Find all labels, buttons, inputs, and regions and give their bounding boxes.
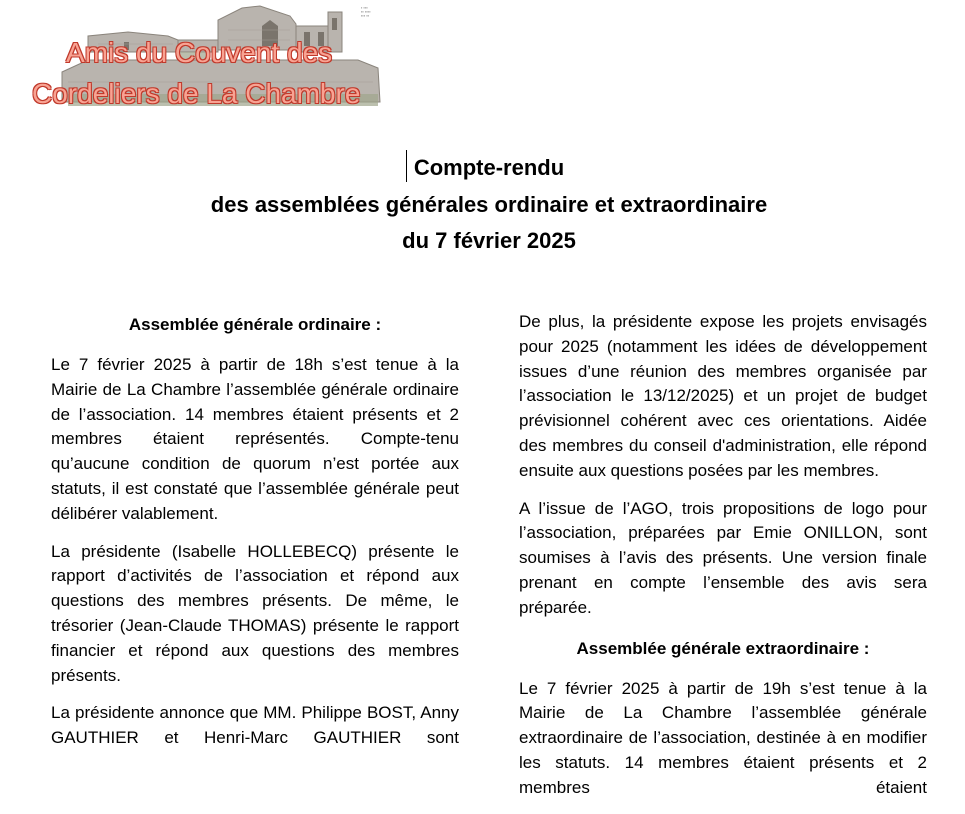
paragraph: De plus, la présidente expose les projets envisagés pour 2025 (notamment les idées de développement issues d’une réunion des membres organisée par l’association le 13/12/2025) et un projet de budget prévisionnel cohérent avec ces orientations. Aidée des membres du conseil d'administration, elle répond ensuite aux questions posées par les membres. [519, 312, 927, 480]
association-logo [28, 2, 400, 110]
paragraph: A l’issue de l’AGO, trois propositions de logo pour l’association, préparées par Emie ONILLON, sont soumises à l’avis des présents. Une version finale prenant en compte l’ensemble des avis sera préparée. [519, 498, 927, 617]
document-title [0, 150, 965, 260]
title-line-2: des assemblées générales ordinaire et extraordinaire [210, 191, 768, 217]
paragraph: La présidente annonce que MM. Philippe BOST, Anny GAUTHIER et Henri-Marc GAUTHIER sont [51, 703, 459, 748]
paragraph: Le 7 février 2025 à partir de 19h s’est tenue à la Mairie de La Chambre l’assemblée générale extraordinaire de l’association, destinée à en modifier les statuts. 14 membres étaient présents et 2 membres étaient [519, 678, 927, 797]
left-column [51, 310, 459, 764]
title-line-3: du 7 février 2025 [402, 228, 576, 253]
section-heading-extraordinary: Assemblée générale extraordinaire : [576, 638, 870, 658]
paragraph: La présidente (Isabelle HOLLEBECQ) présente le rapport d’activités de l’association et répond aux questions des membres présents. De même, le trésorier (Jean-Claude THOMAS) présente le rapport financier et répond aux questions des membres présents. [51, 541, 459, 685]
logo-title-line-2: Cordeliers de La Chambre [32, 78, 361, 109]
paragraph: Le 7 février 2025 à partir de 18h s’est tenue à la Mairie de La Chambre l’assemblée générale ordinaire de l’association. 14 membres étaient présents et 2 membres étaient représentés. Compte-tenu qu’aucune condition de quorum n’est portée aux statuts, il est constaté que l’assemblée générale peut délibérer valablement. [51, 355, 459, 523]
logo-title-line-1: Amis du Couvent des [66, 37, 333, 68]
title-line-1: Compte-rendu [413, 155, 565, 180]
section-heading-ordinary: Assemblée générale ordinaire : [128, 315, 382, 334]
logo-annotation-marks: ▪ ▪▪▪ ▪▪ ▪▪▪▪ ▪▪▪ ▪▪ [361, 5, 371, 18]
right-column [519, 310, 927, 814]
